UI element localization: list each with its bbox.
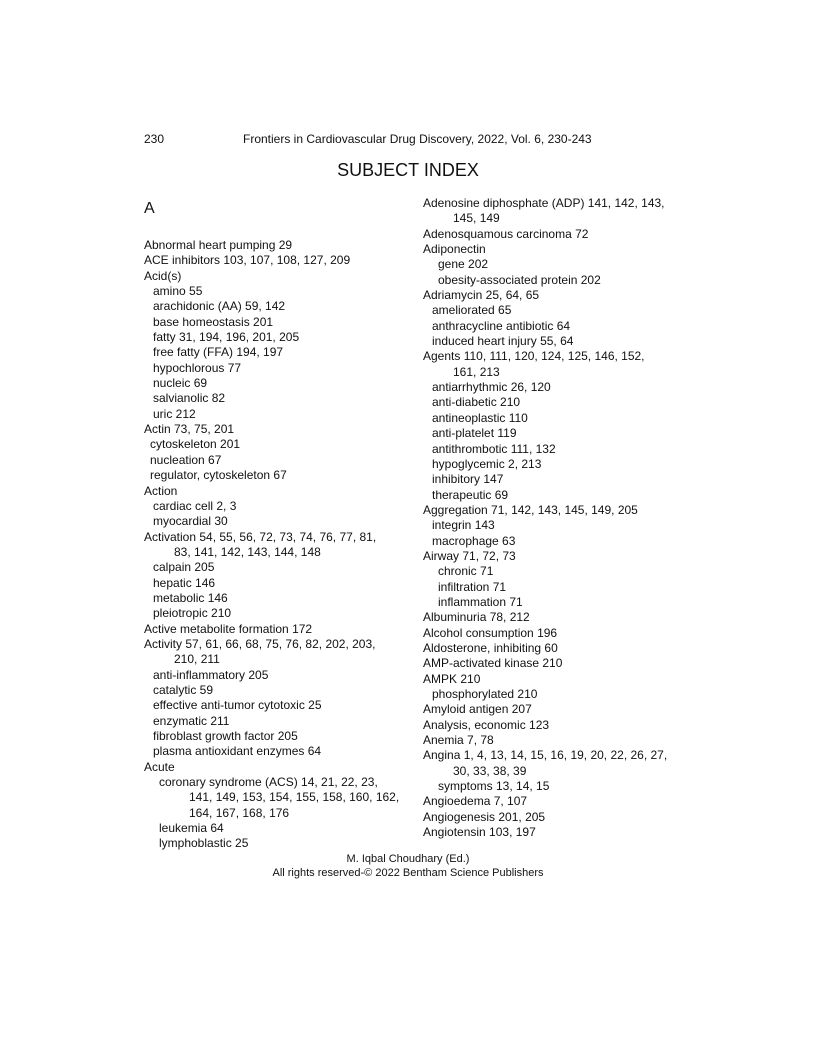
index-entry	[144, 698, 406, 713]
index-entry-text: Abnormal heart pumping 29	[144, 238, 293, 252]
index-entry-text: Activity 57, 61, 66, 68, 75, 76, 82, 202, 203,	[144, 636, 376, 651]
page-number: 230	[144, 132, 165, 146]
index-entry-text: hypochlorous 77	[153, 360, 242, 375]
index-entry	[144, 238, 406, 253]
index-entry-continuation: 141, 149, 153, 154, 155, 158, 160, 162,	[189, 790, 400, 805]
index-entry	[423, 442, 683, 457]
index-entry-text: inhibitory 147	[432, 472, 504, 487]
index-entry-text: Agents 110, 111, 120, 124, 125, 146, 152,	[423, 349, 645, 364]
index-entry	[144, 376, 406, 391]
index-entry-text: Adenosine diphosphate (ADP) 141, 142, 143,	[423, 196, 665, 210]
index-entry-text: obesity-associated protein 202	[438, 272, 601, 287]
index-entry	[144, 760, 406, 775]
index-entry	[423, 488, 683, 503]
index-entry-text: fatty 31, 194, 196, 201, 205	[153, 330, 300, 345]
index-entry	[144, 591, 406, 606]
index-entry	[423, 610, 683, 625]
index-entry-text: AMP-activated kinase 210	[423, 656, 563, 671]
index-entry-text: metabolic 146	[153, 590, 228, 605]
index-entry	[144, 729, 406, 744]
index-entry	[423, 733, 683, 748]
index-entry-text: arachidonic (AA) 59, 142	[153, 299, 286, 314]
index-entry-text: Angiogenesis 201, 205	[423, 809, 546, 824]
index-entry	[144, 744, 406, 759]
index-entry	[423, 534, 683, 549]
index-entry-text: Alcohol consumption 196	[423, 625, 558, 640]
index-entry-text: infiltration 71	[438, 579, 507, 594]
index-entry	[423, 518, 683, 533]
index-entry-text: chronic 71	[438, 564, 494, 579]
index-entry-text: Adriamycin 25, 64, 65	[423, 288, 540, 303]
index-entry	[423, 718, 683, 733]
index-entry	[144, 530, 406, 561]
index-entry-text: Actin 73, 75, 201	[144, 422, 235, 437]
index-entry	[423, 794, 683, 809]
index-entry	[144, 560, 406, 575]
index-entry-text: effective anti-tumor cytotoxic 25	[153, 698, 322, 713]
index-entry-text: Analysis, economic 123	[423, 717, 550, 732]
index-entry	[423, 564, 683, 579]
index-entry	[144, 499, 406, 514]
index-entry-text: Adiponectin	[423, 242, 486, 257]
index-entry-text: cardiac cell 2, 3	[153, 498, 237, 513]
index-entry-text: phosphorylated 210	[432, 687, 538, 701]
index-entry-text: Action	[144, 483, 178, 498]
index-entry	[423, 334, 683, 349]
index-entry-text: induced heart injury 55, 64	[432, 334, 574, 349]
index-entry	[144, 468, 406, 483]
index-entry-text: myocardial 30	[153, 514, 228, 529]
index-entry-text: antiarrhythmic 26, 120	[432, 380, 551, 395]
index-entry-text: Acute	[144, 759, 175, 774]
index-entry	[423, 779, 683, 794]
index-entry	[423, 472, 683, 487]
index-entry	[423, 319, 683, 334]
index-entry-continuation: 161, 213	[453, 364, 500, 379]
footer-rights: All rights reserved-© 2022 Bentham Science Publishers	[272, 867, 544, 879]
index-entry	[423, 641, 683, 656]
index-entry	[144, 437, 406, 452]
index-entry-text: lymphoblastic 25	[159, 836, 249, 851]
index-entry-text: pleiotropic 210	[153, 606, 232, 621]
index-entry	[144, 606, 406, 621]
index-entry-text: plasma antioxidant enzymes 64	[153, 744, 322, 759]
index-entry-text: therapeutic 69	[432, 487, 509, 502]
index-entry	[423, 595, 683, 610]
section-letter: A	[144, 200, 155, 217]
index-entry-text: salvianolic 82	[153, 391, 226, 406]
index-entry	[144, 714, 406, 729]
index-entry-continuation: 83, 141, 142, 143, 144, 148	[174, 544, 321, 559]
index-entry	[144, 345, 406, 360]
index-entry-continuation: 210, 211	[174, 652, 220, 667]
index-entry	[423, 825, 683, 840]
index-entry-continuation: 30, 33, 38, 39	[453, 763, 527, 778]
index-entry	[144, 330, 406, 345]
index-entry-text: antithrombotic 111, 132	[432, 441, 556, 456]
index-entry	[423, 549, 683, 564]
index-entry	[144, 836, 406, 851]
index-entry-text: Aggregation 71, 142, 143, 145, 149, 205	[423, 502, 638, 517]
index-entry-text: regulator, cytoskeleton 67	[150, 468, 287, 483]
index-entry	[144, 683, 406, 698]
index-entry-text: hepatic 146	[153, 575, 216, 590]
index-entry	[144, 253, 406, 268]
index-entry-text: Anemia 7, 78	[423, 733, 494, 748]
index-entry-text: Angina 1, 4, 13, 14, 15, 16, 19, 20, 22, 26, 27,	[423, 748, 668, 763]
index-entry-text: free fatty (FFA) 194, 197	[153, 345, 284, 360]
index-entry-text: Angioedema 7, 107	[423, 794, 528, 809]
index-entry	[144, 668, 406, 683]
index-entry-text: Albuminuria 78, 212	[423, 610, 530, 625]
index-entry-text: anthracycline antibiotic 64	[432, 318, 571, 333]
index-entry	[423, 257, 683, 272]
index-entry	[423, 196, 683, 227]
index-entry	[423, 626, 683, 641]
index-entry-text: coronary syndrome (ACS) 14, 21, 22, 23,	[159, 775, 378, 790]
index-entry	[144, 269, 406, 284]
index-entry	[144, 453, 406, 468]
index-entry	[423, 303, 683, 318]
index-entry	[144, 391, 406, 406]
index-entry-text: base homeostasis 201	[153, 314, 274, 329]
page-title: SUBJECT INDEX	[337, 160, 479, 180]
index-entry-text: hypoglycemic 2, 213	[432, 456, 542, 471]
index-entry	[144, 315, 406, 330]
index-entry-text: anti-platelet 119	[432, 426, 517, 441]
index-entry	[144, 514, 406, 529]
index-entry	[423, 395, 683, 410]
index-entry	[423, 288, 683, 303]
index-entry	[144, 775, 406, 821]
index-entry-text: inflammation 71	[438, 594, 523, 609]
index-entry-text: leukemia 64	[159, 821, 224, 836]
index-entry	[144, 361, 406, 376]
index-entry	[144, 407, 406, 422]
index-entry-text: Activation 54, 55, 56, 72, 73, 74, 76, 77, 81,	[144, 529, 377, 544]
index-entry	[423, 242, 683, 257]
index-entry	[144, 484, 406, 499]
index-entry-text: AMPK 210	[423, 671, 481, 686]
index-entry	[423, 227, 683, 242]
index-entry	[144, 622, 406, 637]
index-entry-text: uric 212	[153, 406, 196, 421]
index-entry-text: calpain 205	[153, 560, 215, 575]
index-entry	[144, 299, 406, 314]
index-entry	[423, 672, 683, 687]
index-column-left	[144, 196, 406, 852]
index-entry	[423, 687, 683, 702]
index-entry	[423, 349, 683, 380]
index-entry	[423, 656, 683, 671]
index-entry-text: Active metabolite formation 172	[144, 621, 313, 636]
index-entry-text: enzymatic 211	[153, 713, 230, 728]
index-entry-continuation: 145, 149	[453, 211, 500, 226]
index-entry	[144, 637, 406, 668]
index-entry-text: macrophage 63	[432, 533, 516, 548]
index-entry-continuation: 164, 167, 168, 176	[189, 805, 290, 820]
index-entry	[423, 457, 683, 472]
journal-header: Frontiers in Cardiovascular Drug Discovery, 2022, Vol. 6, 230-243	[243, 132, 592, 146]
index-entry	[423, 810, 683, 825]
index-entry	[423, 273, 683, 288]
index-entry-text: nucleation 67	[150, 452, 222, 467]
index-entry	[144, 284, 406, 299]
index-entry	[423, 702, 683, 717]
index-entry-text: fibroblast growth factor 205	[153, 729, 298, 743]
index-column-right	[423, 196, 683, 840]
index-entry-text: Acid(s)	[144, 268, 182, 283]
index-entry	[423, 426, 683, 441]
index-entry-text: antineoplastic 110	[432, 410, 528, 425]
footer-editor: M. Iqbal Choudhary (Ed.)	[346, 853, 470, 865]
index-entry	[423, 380, 683, 395]
index-entry-text: catalytic 59	[153, 682, 214, 697]
index-entry-text: Amyloid antigen 207	[423, 702, 532, 717]
index-entry	[423, 580, 683, 595]
index-entry-text: amino 55	[153, 284, 203, 299]
index-entry-text: gene 202	[438, 257, 489, 272]
index-entry-text: Angiotensin 103, 197	[423, 825, 536, 840]
index-entry-text: anti-diabetic 210	[432, 395, 521, 410]
index-entry-text: anti-inflammatory 205	[153, 667, 269, 682]
index-entry	[144, 422, 406, 437]
index-entry-text: ameliorated 65	[432, 303, 512, 318]
index-entry-text: symptoms 13, 14, 15	[438, 779, 550, 794]
index-entry-text: Adenosquamous carcinoma 72	[423, 226, 589, 241]
index-entry	[423, 748, 683, 779]
index-entry-text: cytoskeleton 201	[150, 437, 241, 452]
index-entry	[423, 503, 683, 518]
index-entry-text: nucleic 69	[153, 376, 208, 391]
index-entry-text: Aldosterone, inhibiting 60	[423, 640, 558, 655]
index-entry-text: ACE inhibitors 103, 107, 108, 127, 209	[144, 253, 351, 268]
index-entry	[144, 821, 406, 836]
index-entry-text: Airway 71, 72, 73	[423, 548, 516, 563]
index-entry	[144, 576, 406, 591]
index-entry-text: integrin 143	[432, 518, 495, 533]
index-entry	[423, 411, 683, 426]
